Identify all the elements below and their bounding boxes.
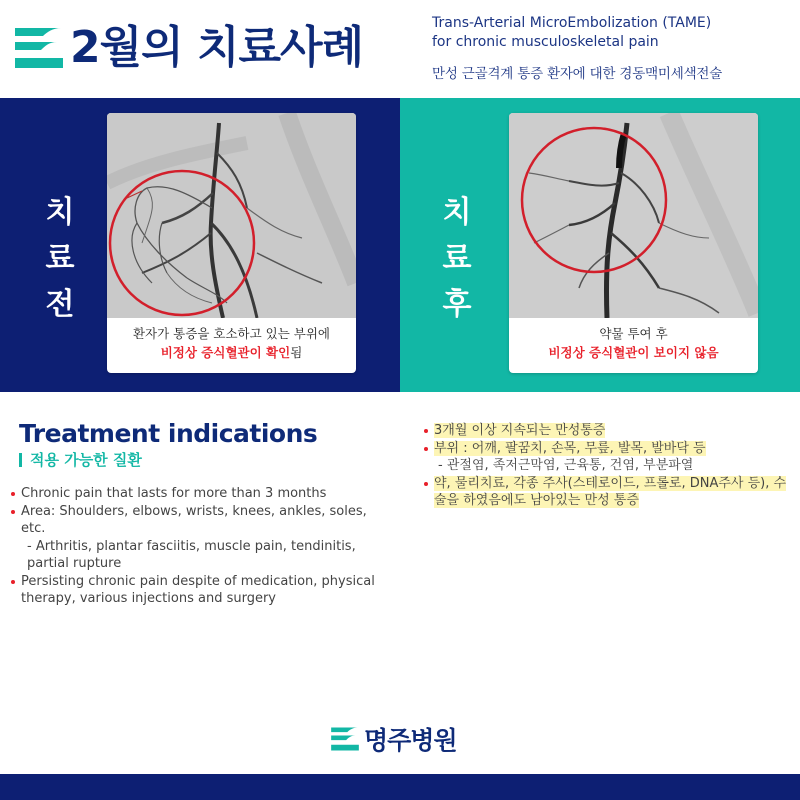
before-vertical-label bbox=[40, 190, 80, 328]
before-image-card bbox=[107, 113, 356, 373]
subtitle-en-line2: for chronic musculoskeletal pain bbox=[432, 34, 659, 50]
before-treatment-panel bbox=[0, 98, 400, 392]
angiogram-before-graphic bbox=[107, 113, 356, 318]
hospital-logo-icon bbox=[13, 24, 65, 72]
subtitle-english bbox=[432, 14, 711, 52]
before-caption-line2 bbox=[107, 343, 356, 362]
indications-subtitle-text: 적용 가능한 질환 bbox=[30, 451, 142, 469]
indications-subtitle bbox=[19, 449, 142, 470]
before-caption bbox=[107, 324, 356, 362]
after-vertical-label bbox=[437, 190, 477, 328]
page-title: 2월의 치료사례 bbox=[70, 22, 363, 73]
hospital-name: 명주병원 bbox=[364, 726, 457, 755]
list-item-subtext: - 관절염, 족저근막염, 근육통, 건염, 부분파열 bbox=[438, 458, 694, 473]
after-caption-highlight: 비정상 증식혈관이 보이지 않음 bbox=[548, 345, 719, 360]
label-char: 료 bbox=[442, 241, 472, 276]
list-item-text: Area: Shoulders, elbows, wrists, knees, ankles, soles, etc. bbox=[21, 503, 367, 536]
after-treatment-panel bbox=[400, 98, 800, 392]
footer-brand bbox=[330, 722, 457, 756]
before-angiogram-image bbox=[107, 113, 356, 318]
list-item-text: 3개월 이상 지속되는 만성통증 bbox=[434, 423, 606, 438]
list-item bbox=[11, 573, 391, 608]
label-char: 치 bbox=[45, 195, 75, 230]
list-item bbox=[11, 503, 391, 573]
list-item-text: 약, 물리치료, 각종 주사(스테로이드, 프롤로, DNA주사 등), 수술을 하였음에도 남아있는 만성 통증 bbox=[434, 475, 787, 508]
before-caption-highlight: 비정상 증식혈관이 확인 bbox=[160, 345, 291, 360]
header bbox=[0, 0, 800, 98]
list-item-text: 부위 : 어깨, 팔꿈치, 손목, 무릎, 발목, 발바닥 등 bbox=[434, 440, 706, 456]
list-item-text: Persisting chronic pain despite of medication, physical therapy, various injections and surgery bbox=[21, 573, 375, 606]
indications-title: Treatment indications bbox=[19, 419, 318, 448]
after-image-card bbox=[509, 113, 758, 373]
after-angiogram-image bbox=[509, 113, 758, 318]
subtitle-bar bbox=[19, 453, 22, 467]
list-item-text: Chronic pain that lasts for more than 3 months bbox=[21, 486, 327, 501]
before-caption-line1: 환자가 통증을 호소하고 있는 부위에 bbox=[132, 326, 331, 341]
after-caption-line1: 약물 투여 후 bbox=[599, 326, 668, 341]
indications-list-english bbox=[11, 485, 391, 608]
list-item bbox=[11, 485, 391, 503]
list-item-subtext: - Arthritis, plantar fasciitis, muscle pain, tendinitis, partial rupture bbox=[27, 538, 356, 571]
indications-list-korean bbox=[424, 422, 794, 510]
label-char: 치 bbox=[442, 195, 472, 230]
label-char: 전 bbox=[45, 287, 75, 322]
list-item bbox=[424, 422, 794, 440]
footer-bar bbox=[0, 774, 800, 800]
subtitle-korean: 만성 근골격계 통증 환자에 대한 경동맥미세색전술 bbox=[432, 66, 723, 82]
angiogram-after-graphic bbox=[509, 113, 758, 318]
list-item bbox=[424, 475, 794, 510]
list-item bbox=[424, 440, 794, 475]
label-char: 후 bbox=[442, 287, 472, 322]
after-caption bbox=[509, 324, 758, 362]
subtitle-en-line1: Trans-Arterial MicroEmbolization (TAME) bbox=[432, 15, 712, 31]
hospital-logo-icon bbox=[330, 725, 360, 753]
label-char: 료 bbox=[45, 241, 75, 276]
before-caption-suffix: 됨 bbox=[290, 345, 303, 360]
